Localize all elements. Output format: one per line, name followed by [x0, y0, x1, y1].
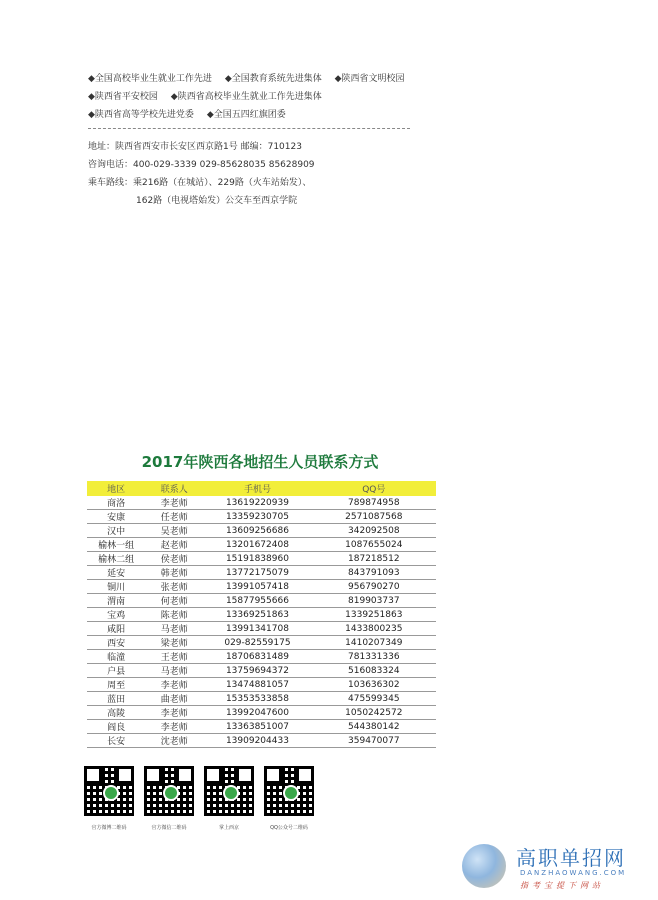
table-title: 2017年陕西各地招生人员联系方式: [141, 453, 379, 471]
cell-phone: 18706831489: [203, 650, 311, 664]
cell-phone: 15353533858: [203, 692, 311, 706]
honors-row-3: [88, 106, 448, 124]
cell-contact: 马老师: [145, 622, 203, 636]
logo-globe-icon: [462, 844, 506, 888]
qr-code-image: [84, 766, 134, 816]
contact-phone: 咨询电话：400-029-3339 029-85628035 85628909: [88, 160, 315, 170]
cell-qq: 1410207349: [312, 636, 436, 650]
table-row: [87, 566, 436, 580]
cell-region: 商洛: [87, 496, 145, 510]
cell-phone: 15877955666: [203, 594, 311, 608]
cell-contact: 李老师: [145, 706, 203, 720]
cell-region: 渭南: [87, 594, 145, 608]
cell-qq: 516083324: [312, 664, 436, 678]
cell-contact: 沈老师: [145, 734, 203, 748]
cell-phone: 13991057418: [203, 580, 311, 594]
table-row: [87, 636, 436, 650]
table-header-row: [87, 481, 436, 496]
honors-list: [88, 70, 448, 124]
honors-row-1: [88, 70, 448, 88]
qr-code-group: [84, 766, 314, 831]
contact-bus-line-1: 乘车路线：乘216路（在城站）、229路（火车站始发）、: [88, 178, 312, 188]
cell-qq: 359470077: [312, 734, 436, 748]
cell-qq: 789874958: [312, 496, 436, 510]
table-row: [87, 650, 436, 664]
qr-label: 官方微信二维码: [151, 825, 187, 831]
cell-contact: 王老师: [145, 650, 203, 664]
cell-contact: 李老师: [145, 496, 203, 510]
qr-label: 官方微博二维码: [91, 825, 127, 831]
cell-contact: 陈老师: [145, 608, 203, 622]
cell-region: 长安: [87, 734, 145, 748]
cell-region: 蓝田: [87, 692, 145, 706]
table-row: [87, 552, 436, 566]
qr-code-image: [264, 766, 314, 816]
cell-phone: 13609256686: [203, 524, 311, 538]
cell-contact: 张老师: [145, 580, 203, 594]
cell-contact: 马老师: [145, 664, 203, 678]
cell-contact: 任老师: [145, 510, 203, 524]
honor-item: ◆陕西省文明校园: [334, 74, 405, 84]
header-contact: 联系人: [145, 481, 203, 496]
cell-region: 榆林一组: [87, 538, 145, 552]
table-body: [87, 496, 436, 748]
cell-contact: 吴老师: [145, 524, 203, 538]
cell-qq: 2571087568: [312, 510, 436, 524]
cell-region: 阎良: [87, 720, 145, 734]
table-row: [87, 664, 436, 678]
contact-bus-line-2: 162路（电视塔始发）公交车至西京学院: [136, 196, 298, 206]
cell-phone: 13474881057: [203, 678, 311, 692]
honors-row-2: [88, 88, 448, 106]
cell-region: 西安: [87, 636, 145, 650]
qr-label: QQ公众号二维码: [270, 825, 308, 831]
table-row: [87, 594, 436, 608]
table-row: [87, 622, 436, 636]
cell-region: 周至: [87, 678, 145, 692]
table-row: [87, 580, 436, 594]
cell-region: 宝鸡: [87, 608, 145, 622]
cell-phone: 13201672408: [203, 538, 311, 552]
cell-region: 临潼: [87, 650, 145, 664]
cell-qq: 1339251863: [312, 608, 436, 622]
table-row: [87, 692, 436, 706]
cell-contact: 李老师: [145, 720, 203, 734]
cell-qq: 956790270: [312, 580, 436, 594]
cell-phone: 13772175079: [203, 566, 311, 580]
contact-info: [88, 138, 315, 210]
logo-domain: DANZHAOWANG.COM: [520, 869, 627, 877]
cell-qq: 843791093: [312, 566, 436, 580]
cell-qq: 1050242572: [312, 706, 436, 720]
qr-mobile: [204, 766, 254, 831]
cell-region: 汉中: [87, 524, 145, 538]
qr-weibo: [84, 766, 134, 831]
qr-wechat: [144, 766, 194, 831]
cell-contact: 侯老师: [145, 552, 203, 566]
cell-phone: 13909204433: [203, 734, 311, 748]
table-row: [87, 524, 436, 538]
cell-region: 安康: [87, 510, 145, 524]
cell-phone: 13992047600: [203, 706, 311, 720]
cell-contact: 李老师: [145, 678, 203, 692]
cell-phone: 13991341708: [203, 622, 311, 636]
qr-code-image: [144, 766, 194, 816]
cell-qq: 103636302: [312, 678, 436, 692]
cell-contact: 韩老师: [145, 566, 203, 580]
cell-phone: 13759694372: [203, 664, 311, 678]
honor-item: ◆陕西省平安校园: [88, 92, 158, 102]
table-row: [87, 608, 436, 622]
cell-phone: 13619220939: [203, 496, 311, 510]
cell-region: 榆林二组: [87, 552, 145, 566]
header-region: 地区: [87, 481, 145, 496]
qr-code-image: [204, 766, 254, 816]
cell-contact: 梁老师: [145, 636, 203, 650]
cell-qq: 544380142: [312, 720, 436, 734]
qr-label: 掌上西京: [218, 825, 239, 831]
honor-item: ◆陕西省高等学校先进党委: [88, 110, 194, 120]
header-phone: 手机号: [203, 481, 311, 496]
cell-qq: 187218512: [312, 552, 436, 566]
header-qq: QQ号: [312, 481, 436, 496]
cell-region: 铜川: [87, 580, 145, 594]
dashed-divider: [88, 128, 410, 129]
cell-region: 高陵: [87, 706, 145, 720]
honor-item: ◆全国高校毕业生就业工作先进: [88, 74, 212, 84]
cell-contact: 赵老师: [145, 538, 203, 552]
cell-qq: 342092508: [312, 524, 436, 538]
table-row: [87, 734, 436, 748]
cell-contact: 何老师: [145, 594, 203, 608]
cell-phone: 13363851007: [203, 720, 311, 734]
table-row: [87, 538, 436, 552]
qr-qq: [264, 766, 314, 831]
cell-region: 户县: [87, 664, 145, 678]
cell-qq: 475599345: [312, 692, 436, 706]
honor-item: ◆全国五四红旗团委: [206, 110, 286, 120]
cell-qq: 819903737: [312, 594, 436, 608]
cell-phone: 029-82559175: [203, 636, 311, 650]
cell-qq: 1087655024: [312, 538, 436, 552]
table-row: [87, 706, 436, 720]
table-row: [87, 496, 436, 510]
cell-qq: 1433800235: [312, 622, 436, 636]
logo-chinese-name: 高职单招网: [516, 846, 626, 870]
site-logo[interactable]: [460, 838, 650, 894]
cell-qq: 781331336: [312, 650, 436, 664]
cell-phone: 15191838960: [203, 552, 311, 566]
cell-contact: 曲老师: [145, 692, 203, 706]
cell-phone: 13369251863: [203, 608, 311, 622]
recruiter-contact-table: [87, 481, 436, 748]
cell-region: 延安: [87, 566, 145, 580]
table-row: [87, 678, 436, 692]
contact-address: 地址：陕西省西安市长安区西京路1号 邮编：710123: [88, 142, 302, 152]
logo-slogan: 指考宝提下网站: [520, 881, 604, 890]
cell-region: 咸阳: [87, 622, 145, 636]
table-row: [87, 510, 436, 524]
cell-phone: 13359230705: [203, 510, 311, 524]
honor-item: ◆陕西省高校毕业生就业工作先进集体: [170, 92, 322, 102]
table-row: [87, 720, 436, 734]
honor-item: ◆全国教育系统先进集体: [224, 74, 322, 84]
